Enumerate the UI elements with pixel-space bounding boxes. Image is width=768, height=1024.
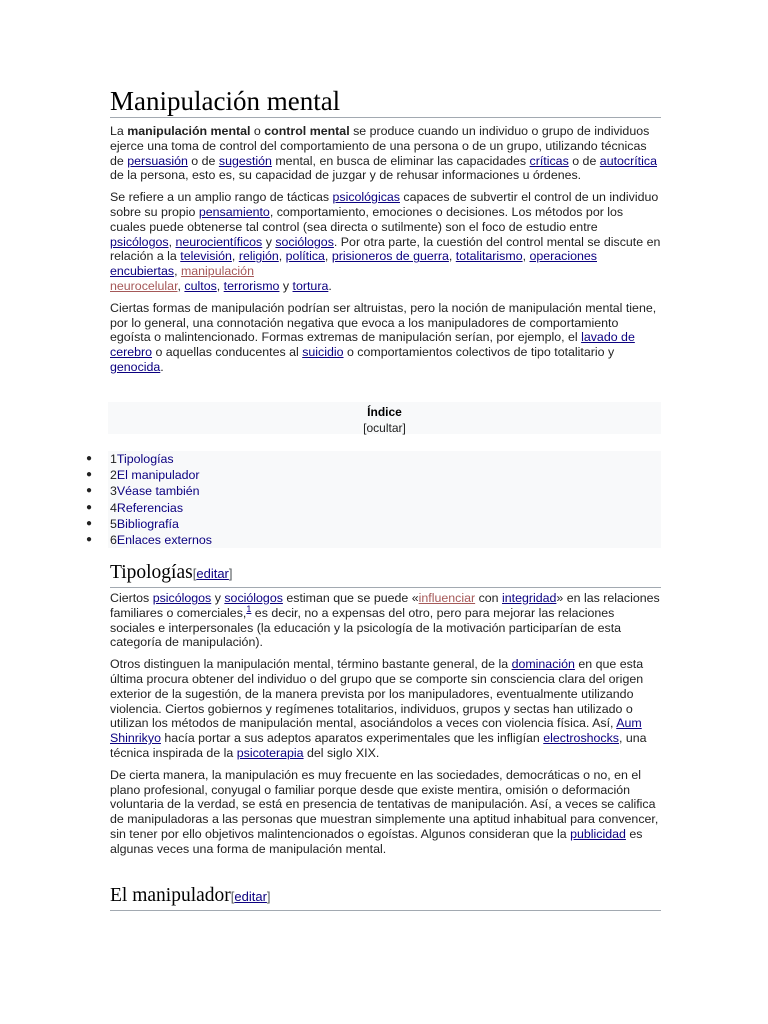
toc-number: 2 [110,468,117,483]
link-psicoterapia[interactable]: psicoterapia [236,745,304,760]
link-terrorismo[interactable]: terrorismo [223,278,280,293]
text: , [324,249,332,264]
toc-label: Bibliografía [116,516,179,531]
toc-number: 1 [110,452,117,466]
bullet-icon: ● [86,485,93,497]
link-television[interactable]: televisión [180,249,232,264]
text: es algunas veces una forma de manipulación mental. [110,826,643,856]
text: Ciertas formas de manipulación podrían ser altruistas, pero la noción de manipulación mental tiene, por lo general, una connotación negativa que evoca a los manipuladores de comportamiento egoísta o malintencionado. Formas extremas de manipulación serían, por ejemplo, el [110,300,657,345]
bracket: [ [230,889,235,904]
toc-item[interactable] [86,500,661,516]
text: , [448,249,456,264]
link-tortura[interactable]: tortura [292,278,329,293]
link-genocida[interactable]: genocida [110,359,161,374]
article-title-block [110,86,661,118]
link-aum-shinrikyo[interactable]: Aum Shinrikyo [110,716,642,746]
toc-toggle-wrap [108,420,661,436]
bullet-icon: ● [86,533,93,545]
text: capaces de subvertir el control de un individuo sobre su propio [110,190,659,219]
text: o [250,124,265,138]
toc-number: 5 [110,516,117,531]
link-sociologos[interactable]: sociólogos [224,591,283,605]
text: de la persona, esto es, su capacidad de juzgar y de rehusar informaciones u órdenes. [110,168,582,183]
bullet-icon: ● [86,453,93,464]
text: con [475,591,502,605]
link-publicidad[interactable]: publicidad [570,826,626,841]
toc-head [108,402,661,436]
toc-body [86,451,661,548]
toc-number: 6 [110,532,117,547]
text: del siglo XIX. [303,745,380,760]
link-lavado-de-cerebro[interactable]: lavado de cerebro [110,330,635,360]
toc-toggle-link[interactable]: [ocultar] [363,421,406,435]
text: en que esta última procura obtener del individuo o del grupo que se comporte sin consciencia clara del origen exterior de la sugestión, de la manera prevista por los manipuladores, eventualmente utilizando violencia. Ciertos gobiernos y regímenes totalitarios, individuos, grupos y sectas han utilizado o utilizan los métodos de manipulación mental, asociándolos a veces con violencia física. Así, [110,657,644,731]
toc-item[interactable] [86,467,661,483]
section-tipologias-body [110,591,661,864]
tipologias-paragraph-2 [110,657,661,761]
toc-label: El manipulador [116,468,200,483]
redlink-manipulacion[interactable]: manipulación [180,264,254,279]
text: La [110,124,128,138]
bold-term: manipulación mental [127,124,251,138]
toc-label: Véase también [116,484,200,499]
text: . [328,278,332,293]
section-el-manipulador [110,884,661,911]
text: , [522,249,530,264]
text: De cierta manera, la manipulación es muy frecuente en las sociedades, democráticas o no, en el plano profesional, conyugal o familiar porque desde que existe mentira, omisión o deformación voluntaria de la verdad, se está en presencia de tentativas de manipulación. Así, a veces se califica de manipuladoras a las personas que muestran simplemente una aptitud inhabitual para convencer, sin tener por ello objetivos malintencionados o egoístas. Algunos consideran que la [110,767,659,841]
toc-item[interactable] [86,451,661,467]
tipologias-paragraph-1 [110,591,661,650]
text: . Por otra parte, la cuestión del control mental se discute en relación a la [110,234,661,264]
text: Otros distinguen la manipulación mental, término bastante general, de la [110,657,512,672]
toc-link-referencias[interactable] [110,501,183,515]
bracket: ] [228,566,233,581]
text: o aquellas conducentes al [152,345,303,360]
link-psicologos[interactable]: psicólogos [152,591,212,605]
edit-link[interactable]: editar [196,566,229,581]
text: estiman que se puede « [282,591,419,605]
link-cultos[interactable]: cultos [184,278,217,293]
redlink-neurocelular[interactable]: neurocelular [110,278,178,293]
intro-section [110,124,661,382]
section-title: El manipulador [110,885,231,906]
edit-link[interactable]: editar [234,889,267,904]
text: y [211,591,225,605]
link-dominacion[interactable]: dominación [511,657,575,672]
link-integridad[interactable]: integridad [502,591,557,605]
link-psicologos[interactable]: psicólogos [110,234,169,249]
text: y [279,278,293,293]
text: , [278,249,286,264]
text: Se refiere a un amplio rango de tácticas [110,190,333,205]
text: o de [568,153,600,168]
edit-section [231,889,271,904]
link-electroshocks[interactable]: electroshocks [543,731,620,746]
toc-link-bibliografia[interactable] [110,517,179,531]
text: Ciertos [110,591,153,605]
link-criticas[interactable]: críticas [529,153,569,168]
link-totalitarismo[interactable]: totalitarismo [455,249,523,264]
text: hacía portar a sus adeptos aparatos experimentales que les infligían [160,731,544,746]
toc-item[interactable] [86,483,661,499]
text: , comportamiento, emociones o decisiones. Los métodos por los cuales puede obtenerse tal control (sea directa o sutilmente) son el foco de estudio entre [110,204,624,234]
text: , [174,264,181,279]
link-suicidio[interactable]: suicidio [302,345,344,360]
toc-item[interactable] [86,532,661,548]
bullet-icon: ● [86,501,93,513]
text: y [262,234,276,249]
link-psicologicas[interactable]: psicológicas [332,190,400,205]
toc-label: Enlaces externos [116,532,212,547]
toc-number: 3 [110,484,117,499]
toc-title: Índice [367,405,402,419]
text: es decir, no a expensas del otro, pero para mejorar las relaciones sociales e interpersonales (la educación y la psicología de la motivación participarían de esta categoría de manipulación). [110,605,622,650]
section-heading [110,561,661,588]
tipologias-paragraph-3 [110,768,661,857]
toc-link-enlaces-externos[interactable] [110,533,212,547]
link-sociologos[interactable]: sociólogos [275,234,334,249]
toc-link-el-manipulador[interactable] [110,468,200,482]
section-tipologias [110,561,661,588]
link-operaciones-encubiertas[interactable]: operaciones encubiertas [110,249,597,279]
link-autocritica[interactable]: autocrítica [599,153,657,168]
bracket: ] [266,889,271,904]
text: . [160,359,164,374]
bold-term: control mental [264,124,350,138]
intro-paragraph-2 [110,190,661,294]
link-politica[interactable]: política [285,249,325,264]
bullet-icon: ● [86,517,93,529]
link-pensamiento[interactable]: pensamiento [198,204,270,219]
text: se produce cuando un individuo o grupo de individuos ejerce una toma de control del comportamiento de una persona o de un grupo, utilizando técnicas de [110,124,650,168]
toc-list [86,451,661,548]
toc-item[interactable] [86,516,661,532]
toc-number: 4 [110,500,117,515]
text: , una técnica inspirada de la [110,731,647,760]
link-sugestion[interactable]: sugestión [218,153,272,168]
section-heading [110,884,661,911]
toc-header [108,402,661,434]
page-title: Manipulación mental [110,86,661,118]
toc-link-vease-tambien[interactable] [110,484,200,498]
section-title: Tipologías [110,562,193,583]
link-neurocientificos[interactable]: neurocientíficos [175,234,263,249]
toc-label: Referencias [116,500,184,515]
text: , [231,249,239,264]
redlink-influenciar[interactable]: influenciar [418,591,476,605]
toc-label: Tipologías [116,452,174,466]
toc-link-tipologias[interactable] [110,452,174,466]
text: , [168,234,176,249]
text: o de [187,153,219,168]
link-religion[interactable]: religión [238,249,279,264]
text: o comportamientos colectivos de tipo totalitario y [343,345,615,360]
text: , [177,278,185,293]
text: , [216,278,224,293]
bullet-icon: ● [86,469,93,481]
text: mental, en busca de eliminar las capacidades [271,153,530,168]
link-prisioneros-de-guerra[interactable]: prisioneros de guerra [331,249,449,264]
edit-section [193,566,233,581]
reference-link[interactable]: 1 [246,603,252,614]
intro-paragraph-1 [110,124,661,183]
text: » en las relaciones familiares o comerciales, [110,591,660,620]
bracket: [ [192,566,197,581]
link-persuasion[interactable]: persuasión [127,153,188,168]
intro-paragraph-3 [110,301,661,375]
